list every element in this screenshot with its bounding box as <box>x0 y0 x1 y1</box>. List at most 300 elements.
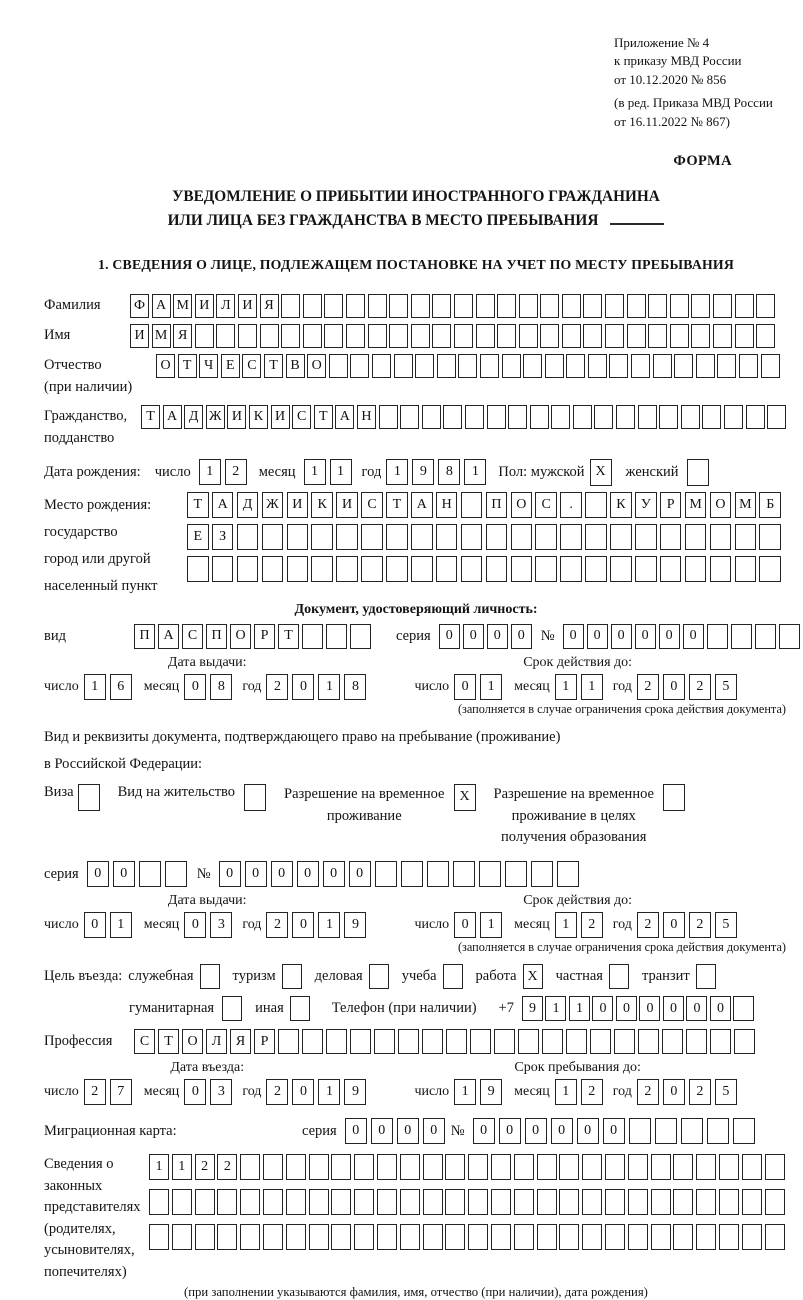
char-cell[interactable] <box>662 1029 683 1054</box>
char-cell[interactable] <box>278 1029 299 1054</box>
char-cell[interactable]: 0 <box>454 674 476 700</box>
char-cell[interactable] <box>696 354 715 378</box>
char-cell[interactable] <box>263 1224 283 1250</box>
char-cell[interactable] <box>368 324 387 348</box>
char-cell[interactable] <box>635 524 657 550</box>
char-cell[interactable]: П <box>486 492 508 518</box>
char-cell[interactable]: 1 <box>110 912 132 938</box>
char-cell[interactable]: 1 <box>199 459 221 485</box>
char-cell[interactable]: 1 <box>555 674 577 700</box>
char-cell[interactable] <box>480 354 499 378</box>
char-cell[interactable]: 2 <box>637 1079 659 1105</box>
char-cell[interactable] <box>585 524 607 550</box>
char-cell[interactable]: 0 <box>603 1118 625 1144</box>
char-cell[interactable] <box>386 556 408 582</box>
char-cell[interactable] <box>585 556 607 582</box>
char-cell[interactable] <box>710 556 732 582</box>
char-cell[interactable]: 2 <box>195 1154 215 1180</box>
char-cell[interactable] <box>237 524 259 550</box>
char-cell[interactable] <box>638 405 657 429</box>
char-cell[interactable] <box>562 294 581 318</box>
char-cell[interactable]: С <box>134 1029 155 1054</box>
char-cell[interactable] <box>486 556 508 582</box>
char-cell[interactable]: . <box>560 492 582 518</box>
char-cell[interactable]: С <box>182 624 203 649</box>
char-cell[interactable] <box>331 1189 351 1215</box>
char-cell[interactable] <box>379 405 398 429</box>
char-cell[interactable] <box>386 524 408 550</box>
char-cell[interactable] <box>707 624 728 649</box>
char-cell[interactable]: 1 <box>84 674 106 700</box>
char-cell[interactable] <box>486 524 508 550</box>
char-cell[interactable]: 9 <box>480 1079 502 1105</box>
char-cell[interactable] <box>262 556 284 582</box>
char-cell[interactable] <box>415 354 434 378</box>
char-cell[interactable] <box>326 1029 347 1054</box>
char-cell[interactable] <box>582 1189 602 1215</box>
char-cell[interactable] <box>217 1224 237 1250</box>
char-cell[interactable]: 0 <box>245 861 267 887</box>
char-cell[interactable] <box>651 1154 671 1180</box>
char-cell[interactable]: О <box>511 492 533 518</box>
char-cell[interactable] <box>195 1189 215 1215</box>
char-cell[interactable] <box>139 861 161 887</box>
char-cell[interactable] <box>165 861 187 887</box>
char-cell[interactable]: А <box>163 405 182 429</box>
char-cell[interactable] <box>350 1029 371 1054</box>
char-cell[interactable] <box>476 324 495 348</box>
char-cell[interactable] <box>707 1118 729 1144</box>
char-cell[interactable] <box>560 556 582 582</box>
char-cell[interactable] <box>735 524 757 550</box>
char-cell[interactable] <box>436 524 458 550</box>
char-cell[interactable]: 2 <box>266 912 288 938</box>
char-cell[interactable] <box>605 324 624 348</box>
char-cell[interactable] <box>535 556 557 582</box>
char-cell[interactable]: К <box>311 492 333 518</box>
char-cell[interactable] <box>240 1154 260 1180</box>
char-cell[interactable]: 1 <box>318 674 340 700</box>
char-cell[interactable]: 0 <box>87 861 109 887</box>
char-cell[interactable]: 0 <box>349 861 371 887</box>
char-cell[interactable] <box>631 354 650 378</box>
char-cell[interactable] <box>557 861 579 887</box>
char-cell[interactable]: 0 <box>663 912 685 938</box>
char-cell[interactable]: 0 <box>439 624 460 649</box>
char-cell[interactable] <box>659 405 678 429</box>
char-cell[interactable] <box>454 294 473 318</box>
char-cell[interactable] <box>354 1224 374 1250</box>
char-cell[interactable]: 3 <box>210 1079 232 1105</box>
char-cell[interactable]: 0 <box>184 674 206 700</box>
char-cell[interactable]: 2 <box>637 912 659 938</box>
char-cell[interactable] <box>537 1224 557 1250</box>
char-cell[interactable] <box>648 324 667 348</box>
char-cell[interactable] <box>696 1189 716 1215</box>
char-cell[interactable]: 1 <box>555 1079 577 1105</box>
char-cell[interactable]: 1 <box>386 459 408 485</box>
char-cell[interactable] <box>629 1118 651 1144</box>
char-cell[interactable] <box>497 324 516 348</box>
char-cell[interactable]: 3 <box>210 912 232 938</box>
char-cell[interactable]: 1 <box>464 459 486 485</box>
char-cell[interactable] <box>453 861 475 887</box>
char-cell[interactable] <box>685 556 707 582</box>
char-cell[interactable] <box>302 1029 323 1054</box>
char-cell[interactable] <box>311 556 333 582</box>
char-cell[interactable]: 2 <box>581 1079 603 1105</box>
char-cell[interactable]: 0 <box>616 996 637 1021</box>
char-cell[interactable]: А <box>411 492 433 518</box>
char-cell[interactable] <box>217 1189 237 1215</box>
char-cell[interactable]: М <box>152 324 171 348</box>
char-cell[interactable]: 9 <box>344 1079 366 1105</box>
char-cell[interactable] <box>398 1029 419 1054</box>
char-cell[interactable] <box>514 1154 534 1180</box>
char-cell[interactable] <box>628 1189 648 1215</box>
char-cell[interactable] <box>172 1224 192 1250</box>
char-cell[interactable]: 1 <box>555 912 577 938</box>
char-cell[interactable] <box>616 405 635 429</box>
char-cell[interactable] <box>719 1224 739 1250</box>
char-cell[interactable] <box>282 964 302 989</box>
char-cell[interactable] <box>583 324 602 348</box>
char-cell[interactable]: 0 <box>84 912 106 938</box>
char-cell[interactable] <box>573 405 592 429</box>
char-cell[interactable] <box>400 1224 420 1250</box>
char-cell[interactable] <box>719 1189 739 1215</box>
char-cell[interactable] <box>670 294 689 318</box>
char-cell[interactable]: 8 <box>344 674 366 700</box>
char-cell[interactable] <box>779 624 800 649</box>
char-cell[interactable]: 0 <box>184 1079 206 1105</box>
char-cell[interactable] <box>735 324 754 348</box>
char-cell[interactable] <box>470 1029 491 1054</box>
char-cell[interactable] <box>559 1154 579 1180</box>
char-cell[interactable] <box>389 294 408 318</box>
char-cell[interactable] <box>673 1189 693 1215</box>
char-cell[interactable] <box>377 1189 397 1215</box>
char-cell[interactable]: 0 <box>663 674 685 700</box>
char-cell[interactable] <box>324 324 343 348</box>
char-cell[interactable]: 0 <box>423 1118 445 1144</box>
char-cell[interactable] <box>648 294 667 318</box>
char-cell[interactable]: 0 <box>683 624 704 649</box>
char-cell[interactable] <box>286 1189 306 1215</box>
char-cell[interactable]: 0 <box>292 674 314 700</box>
char-cell[interactable]: 0 <box>635 624 656 649</box>
char-cell[interactable]: К <box>610 492 632 518</box>
char-cell[interactable] <box>216 324 235 348</box>
char-cell[interactable]: 2 <box>266 1079 288 1105</box>
char-cell[interactable]: С <box>292 405 311 429</box>
char-cell[interactable] <box>519 294 538 318</box>
char-cell[interactable] <box>445 1189 465 1215</box>
char-cell[interactable] <box>149 1189 169 1215</box>
char-cell[interactable] <box>423 1224 443 1250</box>
char-cell[interactable]: И <box>336 492 358 518</box>
char-cell[interactable] <box>286 1224 306 1250</box>
char-cell[interactable] <box>187 556 209 582</box>
char-cell[interactable]: 0 <box>663 1079 685 1105</box>
char-cell[interactable] <box>609 354 628 378</box>
char-cell[interactable] <box>336 524 358 550</box>
char-cell[interactable]: О <box>182 1029 203 1054</box>
char-cell[interactable] <box>560 524 582 550</box>
char-cell[interactable]: 0 <box>292 1079 314 1105</box>
char-cell[interactable]: Т <box>278 624 299 649</box>
char-cell[interactable]: С <box>242 354 261 378</box>
char-cell[interactable] <box>368 294 387 318</box>
char-cell[interactable] <box>423 1154 443 1180</box>
char-cell[interactable] <box>303 324 322 348</box>
char-cell[interactable] <box>519 324 538 348</box>
char-cell[interactable]: 0 <box>499 1118 521 1144</box>
char-cell[interactable] <box>627 294 646 318</box>
char-cell[interactable] <box>605 1224 625 1250</box>
char-cell[interactable] <box>446 1029 467 1054</box>
char-cell[interactable] <box>375 861 397 887</box>
char-cell[interactable] <box>443 405 462 429</box>
char-cell[interactable]: К <box>249 405 268 429</box>
char-cell[interactable]: Л <box>206 1029 227 1054</box>
char-cell[interactable] <box>468 1154 488 1180</box>
char-cell[interactable] <box>222 996 242 1021</box>
char-cell[interactable] <box>324 294 343 318</box>
char-cell[interactable] <box>674 354 693 378</box>
char-cell[interactable] <box>594 405 613 429</box>
char-cell[interactable] <box>696 1154 716 1180</box>
char-cell[interactable] <box>540 324 559 348</box>
char-cell[interactable] <box>759 524 781 550</box>
char-cell[interactable] <box>389 324 408 348</box>
char-cell[interactable] <box>502 354 521 378</box>
char-cell[interactable]: 0 <box>297 861 319 887</box>
char-cell[interactable]: 0 <box>454 912 476 938</box>
char-cell[interactable] <box>287 556 309 582</box>
char-cell[interactable]: 1 <box>149 1154 169 1180</box>
char-cell[interactable] <box>491 1154 511 1180</box>
char-cell[interactable] <box>710 1029 731 1054</box>
char-cell[interactable]: Т <box>141 405 160 429</box>
char-cell[interactable]: Ж <box>206 405 225 429</box>
char-cell[interactable]: Б <box>759 492 781 518</box>
char-cell[interactable] <box>263 1189 283 1215</box>
char-cell[interactable]: 0 <box>371 1118 393 1144</box>
char-cell[interactable] <box>731 624 752 649</box>
char-cell[interactable] <box>423 1189 443 1215</box>
char-cell[interactable]: 6 <box>110 674 132 700</box>
char-cell[interactable]: 0 <box>271 861 293 887</box>
char-cell[interactable] <box>465 405 484 429</box>
char-cell[interactable]: 5 <box>715 674 737 700</box>
char-cell[interactable]: 1 <box>304 459 326 485</box>
char-cell[interactable]: Ч <box>199 354 218 378</box>
char-cell[interactable]: А <box>152 294 171 318</box>
char-cell[interactable]: 0 <box>473 1118 495 1144</box>
char-cell[interactable]: И <box>130 324 149 348</box>
char-cell[interactable]: Р <box>660 492 682 518</box>
char-cell[interactable] <box>681 405 700 429</box>
char-cell[interactable]: О <box>307 354 326 378</box>
char-cell[interactable] <box>663 784 685 811</box>
char-cell[interactable] <box>551 405 570 429</box>
char-cell[interactable]: Д <box>237 492 259 518</box>
char-cell[interactable]: 0 <box>511 624 532 649</box>
char-cell[interactable] <box>724 405 743 429</box>
char-cell[interactable]: 0 <box>587 624 608 649</box>
char-cell[interactable] <box>735 556 757 582</box>
char-cell[interactable] <box>290 996 310 1021</box>
char-cell[interactable]: 1 <box>480 674 502 700</box>
char-cell[interactable]: 1 <box>318 1079 340 1105</box>
char-cell[interactable]: П <box>206 624 227 649</box>
char-cell[interactable]: М <box>685 492 707 518</box>
char-cell[interactable] <box>505 861 527 887</box>
char-cell[interactable]: Д <box>184 405 203 429</box>
char-cell[interactable]: Т <box>187 492 209 518</box>
char-cell[interactable] <box>443 964 463 989</box>
char-cell[interactable]: Я <box>260 294 279 318</box>
char-cell[interactable]: 9 <box>522 996 543 1021</box>
char-cell[interactable]: 0 <box>323 861 345 887</box>
char-cell[interactable] <box>713 324 732 348</box>
char-cell[interactable] <box>733 1118 755 1144</box>
char-cell[interactable] <box>542 1029 563 1054</box>
char-cell[interactable]: 2 <box>689 1079 711 1105</box>
char-cell[interactable] <box>511 556 533 582</box>
char-cell[interactable]: 0 <box>592 996 613 1021</box>
char-cell[interactable] <box>535 524 557 550</box>
char-cell[interactable] <box>742 1224 762 1250</box>
char-cell[interactable]: Р <box>254 624 275 649</box>
char-cell[interactable] <box>244 784 266 811</box>
char-cell[interactable]: Т <box>264 354 283 378</box>
char-cell[interactable]: 0 <box>184 912 206 938</box>
char-cell[interactable]: 2 <box>225 459 247 485</box>
char-cell[interactable] <box>427 861 449 887</box>
char-cell[interactable] <box>309 1154 329 1180</box>
char-cell[interactable] <box>461 492 483 518</box>
char-cell[interactable]: Т <box>158 1029 179 1054</box>
char-cell[interactable] <box>369 964 389 989</box>
char-cell[interactable]: 1 <box>318 912 340 938</box>
char-cell[interactable]: 7 <box>110 1079 132 1105</box>
char-cell[interactable] <box>263 1154 283 1180</box>
char-cell[interactable]: Т <box>386 492 408 518</box>
char-cell[interactable]: С <box>535 492 557 518</box>
char-cell[interactable] <box>651 1189 671 1215</box>
char-cell[interactable]: И <box>195 294 214 318</box>
char-cell[interactable] <box>523 354 542 378</box>
char-cell[interactable]: X <box>454 784 476 811</box>
char-cell[interactable] <box>377 1224 397 1250</box>
char-cell[interactable]: 2 <box>581 912 603 938</box>
char-cell[interactable] <box>262 524 284 550</box>
char-cell[interactable] <box>673 1224 693 1250</box>
char-cell[interactable]: 0 <box>463 624 484 649</box>
char-cell[interactable] <box>350 354 369 378</box>
char-cell[interactable] <box>710 524 732 550</box>
char-cell[interactable] <box>713 294 732 318</box>
char-cell[interactable] <box>687 459 709 486</box>
char-cell[interactable] <box>559 1189 579 1215</box>
char-cell[interactable]: 0 <box>525 1118 547 1144</box>
char-cell[interactable]: 5 <box>715 1079 737 1105</box>
char-cell[interactable] <box>436 556 458 582</box>
char-cell[interactable]: П <box>134 624 155 649</box>
char-cell[interactable] <box>461 524 483 550</box>
char-cell[interactable] <box>468 1224 488 1250</box>
char-cell[interactable] <box>605 1189 625 1215</box>
char-cell[interactable] <box>605 294 624 318</box>
char-cell[interactable] <box>635 556 657 582</box>
char-cell[interactable] <box>588 354 607 378</box>
char-cell[interactable]: 0 <box>487 624 508 649</box>
char-cell[interactable]: X <box>523 964 543 989</box>
char-cell[interactable] <box>582 1154 602 1180</box>
char-cell[interactable] <box>566 1029 587 1054</box>
char-cell[interactable] <box>331 1154 351 1180</box>
char-cell[interactable] <box>287 524 309 550</box>
char-cell[interactable] <box>660 524 682 550</box>
char-cell[interactable] <box>756 294 775 318</box>
char-cell[interactable] <box>350 624 371 649</box>
char-cell[interactable] <box>673 1154 693 1180</box>
char-cell[interactable]: Е <box>221 354 240 378</box>
char-cell[interactable] <box>200 964 220 989</box>
char-cell[interactable] <box>545 354 564 378</box>
char-cell[interactable] <box>691 324 710 348</box>
char-cell[interactable] <box>590 1029 611 1054</box>
char-cell[interactable]: 2 <box>217 1154 237 1180</box>
char-cell[interactable] <box>238 324 257 348</box>
char-cell[interactable] <box>733 996 754 1021</box>
char-cell[interactable] <box>400 1189 420 1215</box>
char-cell[interactable] <box>476 294 495 318</box>
char-cell[interactable] <box>655 1118 677 1144</box>
char-cell[interactable]: 0 <box>611 624 632 649</box>
char-cell[interactable]: Н <box>436 492 458 518</box>
char-cell[interactable] <box>372 354 391 378</box>
char-cell[interactable] <box>346 294 365 318</box>
char-cell[interactable] <box>702 405 721 429</box>
char-cell[interactable] <box>309 1224 329 1250</box>
char-cell[interactable] <box>696 1224 716 1250</box>
char-cell[interactable] <box>281 294 300 318</box>
char-cell[interactable] <box>237 556 259 582</box>
char-cell[interactable] <box>609 964 629 989</box>
char-cell[interactable]: 0 <box>292 912 314 938</box>
char-cell[interactable] <box>610 524 632 550</box>
char-cell[interactable] <box>562 324 581 348</box>
char-cell[interactable]: 0 <box>113 861 135 887</box>
char-cell[interactable] <box>354 1154 374 1180</box>
char-cell[interactable] <box>286 1154 306 1180</box>
char-cell[interactable]: 1 <box>330 459 352 485</box>
char-cell[interactable] <box>303 294 322 318</box>
char-cell[interactable] <box>765 1154 785 1180</box>
char-cell[interactable] <box>411 524 433 550</box>
char-cell[interactable]: 0 <box>551 1118 573 1144</box>
char-cell[interactable] <box>610 556 632 582</box>
char-cell[interactable]: С <box>361 492 383 518</box>
char-cell[interactable] <box>742 1189 762 1215</box>
char-cell[interactable]: Е <box>187 524 209 550</box>
char-cell[interactable]: 2 <box>84 1079 106 1105</box>
char-cell[interactable]: Ж <box>262 492 284 518</box>
char-cell[interactable]: 0 <box>577 1118 599 1144</box>
